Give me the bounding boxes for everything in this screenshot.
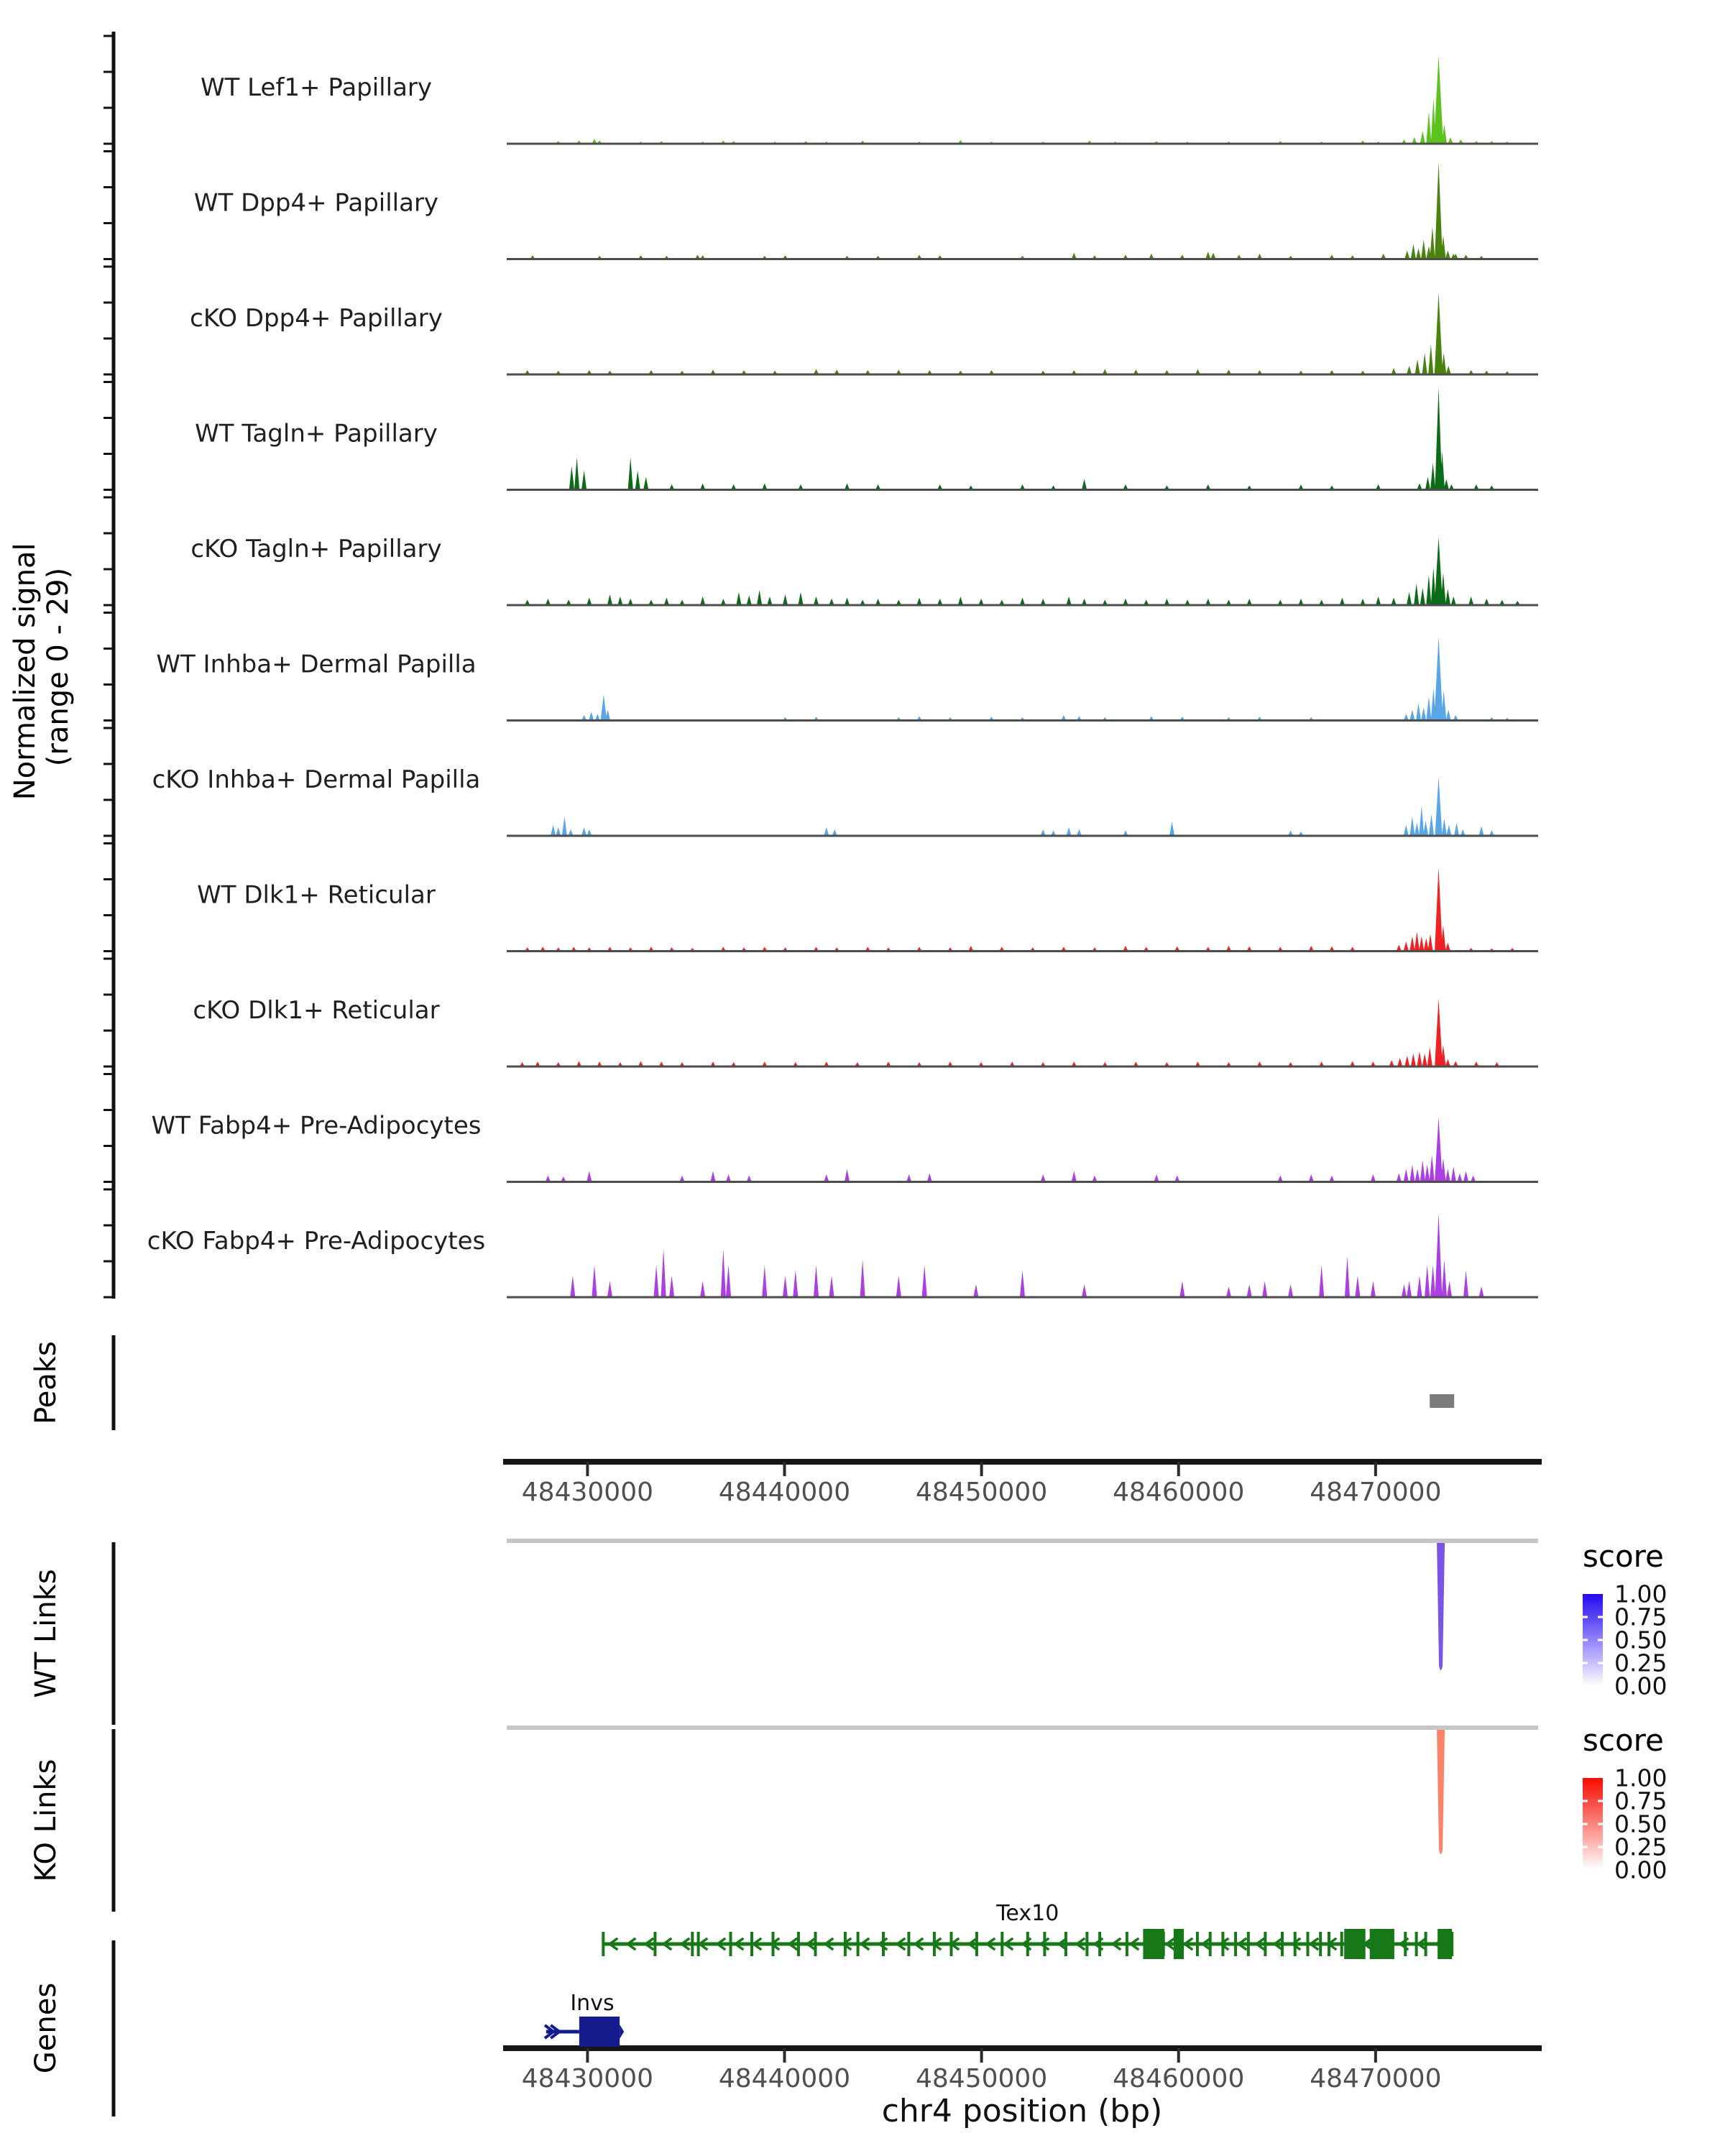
gene-exon-tick [975, 1932, 978, 1956]
genome-axis-tick-label: 48470000 [1310, 1478, 1442, 1507]
genome-axis-tick-label: 48470000 [1310, 2064, 1442, 2093]
track-label: WT Tagln+ Papillary [195, 419, 438, 448]
score-legend-tick-label: 0.75 [1614, 1787, 1668, 1815]
gene-arrow-tip [620, 2024, 624, 2039]
coverage-signal [507, 999, 1538, 1067]
score-legend-bar-tick [1583, 1846, 1588, 1848]
gene-exon-tick [1340, 1932, 1343, 1956]
gene-exon-tick [1319, 1932, 1322, 1956]
coverage-signal [507, 867, 1538, 952]
gene-exon-tick [1247, 1932, 1250, 1956]
score-legend-bar-tick [1583, 1800, 1588, 1802]
gene-exon-box [579, 2017, 620, 2047]
gene-exon-tick [1328, 1932, 1330, 1956]
gene-exon-tick [814, 1932, 817, 1956]
gene-exon-tick [772, 1932, 775, 1956]
signal-axis-title-line1: Normalized signal [9, 543, 42, 801]
gene-exon-box [1143, 1929, 1164, 1959]
peak-region-box [1430, 1394, 1454, 1408]
gene-exon-tick [907, 1932, 910, 1956]
track-label: cKO Tagln+ Papillary [190, 535, 442, 563]
track-label: WT Lef1+ Papillary [200, 73, 433, 102]
gene-exon-tick [1126, 1932, 1128, 1956]
gene-exon-tick [882, 1932, 885, 1956]
gene-exon-tick [1264, 1932, 1266, 1956]
coverage-signal [507, 162, 1538, 259]
gene-exon-tick [750, 1932, 753, 1956]
gene-exon-tick [950, 1932, 953, 1956]
gene-exon-tick [1404, 1932, 1407, 1956]
score-legend-tick-label: 0.00 [1614, 1672, 1668, 1700]
gene-exon-tick [844, 1932, 847, 1956]
score-legend-tick-label: 0.25 [1614, 1833, 1668, 1861]
track-label: WT Inhba+ Dermal Papilla [156, 650, 477, 679]
links-divider-line [507, 1539, 1538, 1543]
gene-exon-box [1370, 1929, 1394, 1959]
gene-name-label: Tex10 [996, 1901, 1059, 1926]
coverage-signal [507, 1118, 1538, 1182]
genome-axes-layer [503, 1462, 1542, 2093]
gene-exon-tick [1425, 1932, 1427, 1956]
genome-axis-tick-label: 48450000 [916, 1478, 1048, 1507]
score-legend-bar-tick [1583, 1639, 1588, 1641]
score-legend-tick-label: 0.00 [1614, 1856, 1668, 1884]
genome-axis-tick-label: 48440000 [718, 1478, 851, 1507]
gene-exon-tick [1196, 1932, 1199, 1956]
coverage-signal [507, 637, 1538, 721]
gene-exon-tick [1043, 1932, 1046, 1956]
coverage-signal [507, 1213, 1538, 1297]
score-legend-bar-tick [1598, 1846, 1603, 1848]
gene-exon-tick [1026, 1932, 1029, 1956]
links-layer [114, 1539, 1667, 1912]
gene-exon-tick [1294, 1932, 1297, 1956]
score-legend-bar-tick [1598, 1823, 1603, 1825]
score-legend-tick-label: 1.00 [1614, 1764, 1668, 1792]
peaks-section-label: Peaks [29, 1341, 63, 1424]
genome-axis-tick-label: 48450000 [916, 2064, 1048, 2093]
x-axis-title: chr4 position (bp) [881, 2093, 1163, 2129]
gene-exon-tick [1000, 1932, 1003, 1956]
gene-exon-tick [691, 1932, 694, 1956]
gene-exon-tick [730, 1932, 732, 1956]
score-legend-bar-tick [1583, 1616, 1588, 1618]
track-label: cKO Fabp4+ Pre-Adipocytes [147, 1227, 486, 1256]
score-legend-bar-tick [1598, 1616, 1603, 1618]
track-label: cKO Dlk1+ Reticular [193, 996, 440, 1025]
link-line [1437, 1730, 1445, 1854]
score-legend-bar-tick [1598, 1800, 1603, 1802]
wt-links-section-label: WT Links [29, 1569, 63, 1698]
gene-exon-tick [797, 1932, 800, 1956]
score-legend-tick-label: 0.50 [1614, 1626, 1668, 1654]
genome-axis-tick-label: 48430000 [521, 2064, 654, 2093]
gene-exon-tick [602, 1932, 604, 1956]
track-label: WT Dpp4+ Papillary [193, 188, 439, 218]
genome-axis-tick-label: 48460000 [1113, 1478, 1245, 1507]
gene-exon-tick [1281, 1932, 1284, 1956]
gene-exon-tick [1221, 1932, 1224, 1956]
score-legend-tick-label: 0.25 [1614, 1649, 1668, 1677]
gene-exon-tick [1209, 1932, 1212, 1956]
link-line [1437, 1543, 1445, 1670]
gene-exon-box [1438, 1929, 1452, 1959]
links-divider-line [507, 1726, 1538, 1730]
track-label: WT Fabp4+ Pre-Adipocytes [151, 1111, 482, 1141]
ko-links-section-label: KO Links [29, 1759, 63, 1882]
gene-exon-tick [933, 1932, 936, 1956]
gene-exon-tick [1098, 1932, 1101, 1956]
peaks-layer [114, 1335, 1454, 1430]
score-legend-bar-tick [1583, 1823, 1588, 1825]
genome-axis-tick-label: 48430000 [521, 1478, 654, 1507]
gene-exon-tick [1234, 1932, 1237, 1956]
coverage-signal [507, 292, 1538, 374]
coverage-signal [507, 387, 1538, 490]
signal-axis-title [9, 534, 75, 801]
track-label: cKO Dpp4+ Papillary [190, 304, 443, 333]
genome-axis-tick-label: 48440000 [718, 2064, 851, 2093]
gene-exon-tick [697, 1932, 700, 1956]
score-legend-bar-tick [1598, 1662, 1603, 1664]
gene-exon-tick [857, 1932, 860, 1956]
signal-axis-title-line2: (range 0 - 29) [42, 567, 75, 767]
gene-exon-tick [1064, 1932, 1067, 1956]
gene-exon-tick [1307, 1932, 1310, 1956]
track-label: WT Dlk1+ Reticular [197, 880, 436, 910]
score-legend-tick-label: 0.50 [1614, 1810, 1668, 1838]
coverage-signal [507, 777, 1538, 837]
gene-exon-box [1174, 1929, 1184, 1959]
score-legend-bar-tick [1583, 1662, 1588, 1664]
gene-exon-tick [1085, 1932, 1088, 1956]
genome-axis-tick-label: 48460000 [1113, 2064, 1245, 2093]
coverage-signal [507, 55, 1538, 144]
gene-name-label: Invs [570, 1991, 615, 2016]
gene-exon-tick [653, 1932, 656, 1956]
score-legend-tick-label: 1.00 [1614, 1580, 1668, 1608]
coverage-signal [507, 538, 1538, 606]
score-legend-tick-label: 0.75 [1614, 1603, 1668, 1631]
score-legend-title: score [1583, 1539, 1664, 1574]
genes-section-label: Genes [29, 1982, 63, 2074]
gene-exon-box [1344, 1929, 1366, 1959]
score-legend-bar-tick [1598, 1639, 1603, 1641]
gene-exon-tick [1415, 1932, 1418, 1956]
track-label: cKO Inhba+ Dermal Papilla [152, 765, 481, 794]
signal-tracks-layer [104, 32, 1538, 1299]
score-legend-title: score [1583, 1723, 1664, 1758]
